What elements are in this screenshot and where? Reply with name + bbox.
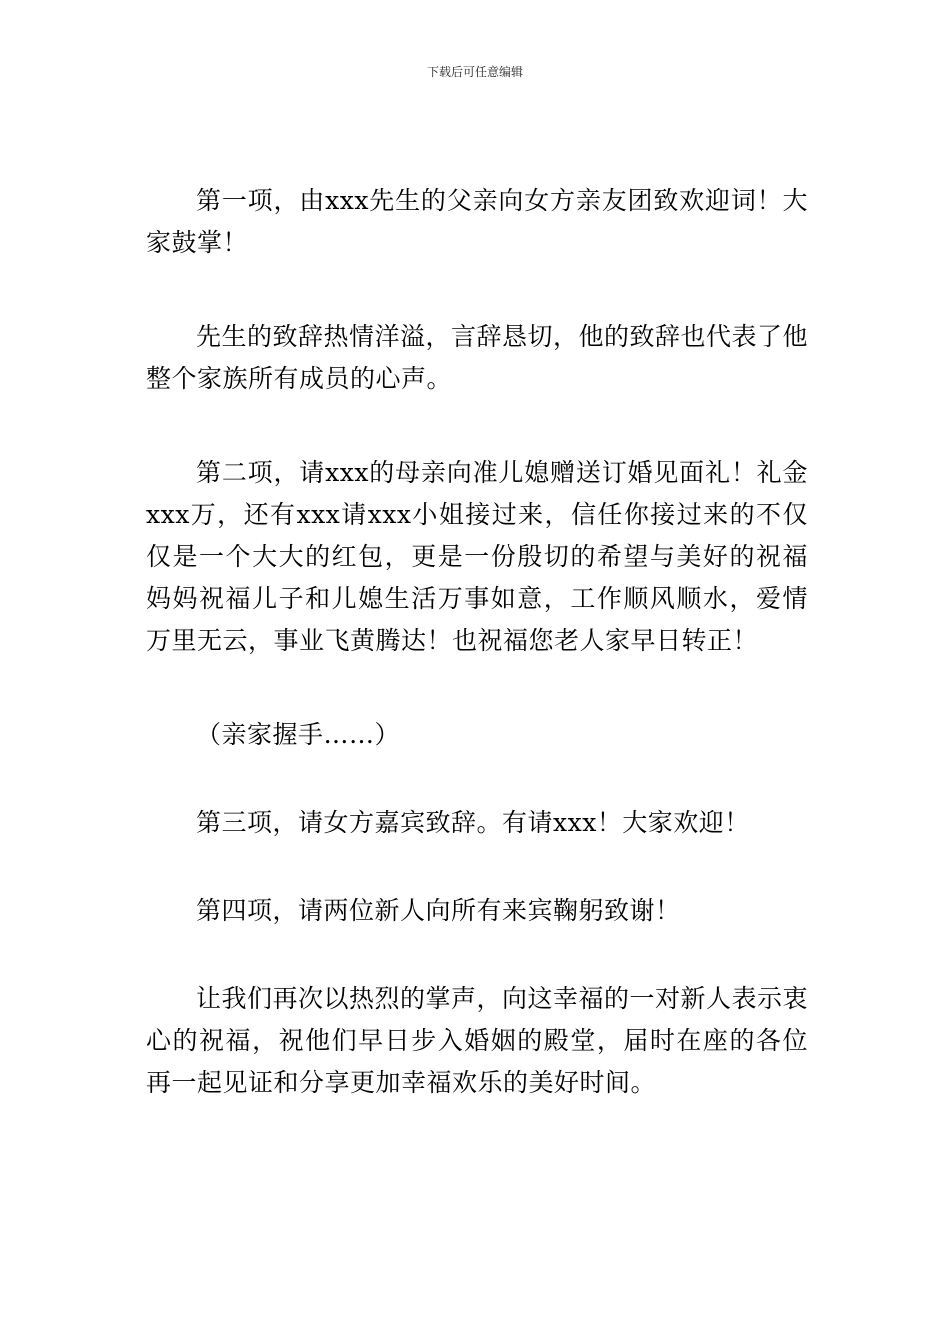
document-body bbox=[146, 180, 808, 1104]
page-header-note: 下载后可任意编辑 bbox=[426, 65, 523, 79]
paragraph-item-1: 第一项，由xxx先生的父亲向女方亲友团致欢迎词！大家鼓掌！ bbox=[146, 186, 808, 257]
paragraph-item-2: 先生的致辞热情洋溢，言辞恳切，他的致辞也代表了他整个家族所有成员的心声。 bbox=[146, 322, 809, 393]
paragraph-item-5: 第三项，请女方嘉宾致辞。有请xxx！大家欢迎！ bbox=[196, 808, 750, 837]
paragraph-item-6: 第四项，请两位新人向所有来宾鞠躬致谢！ bbox=[196, 896, 681, 925]
paragraph-item-3: 第二项，请xxx的母亲向准儿媳赠送订婚见面礼！礼金xxx万，还有xxx请xxx小姐接过来，信任你接过来的不仅仅是一个大大的红包，更是一份殷切的希望与美好的祝福妈妈祝福儿子和儿媳生活万事如意，工作顺风顺水，爱情万里无云，事业飞黄腾达！也祝福您老人家早日转正！ bbox=[146, 458, 808, 655]
paragraph-item-4: （亲家握手……） bbox=[196, 720, 401, 749]
paragraph-item-7: 让我们再次以热烈的掌声，向这幸福的一对新人表示衷心的祝福，祝他们早日步入婚姻的殿堂，届时在座的各位再一起见证和分享更加幸福欢乐的美好时间。 bbox=[146, 984, 809, 1097]
